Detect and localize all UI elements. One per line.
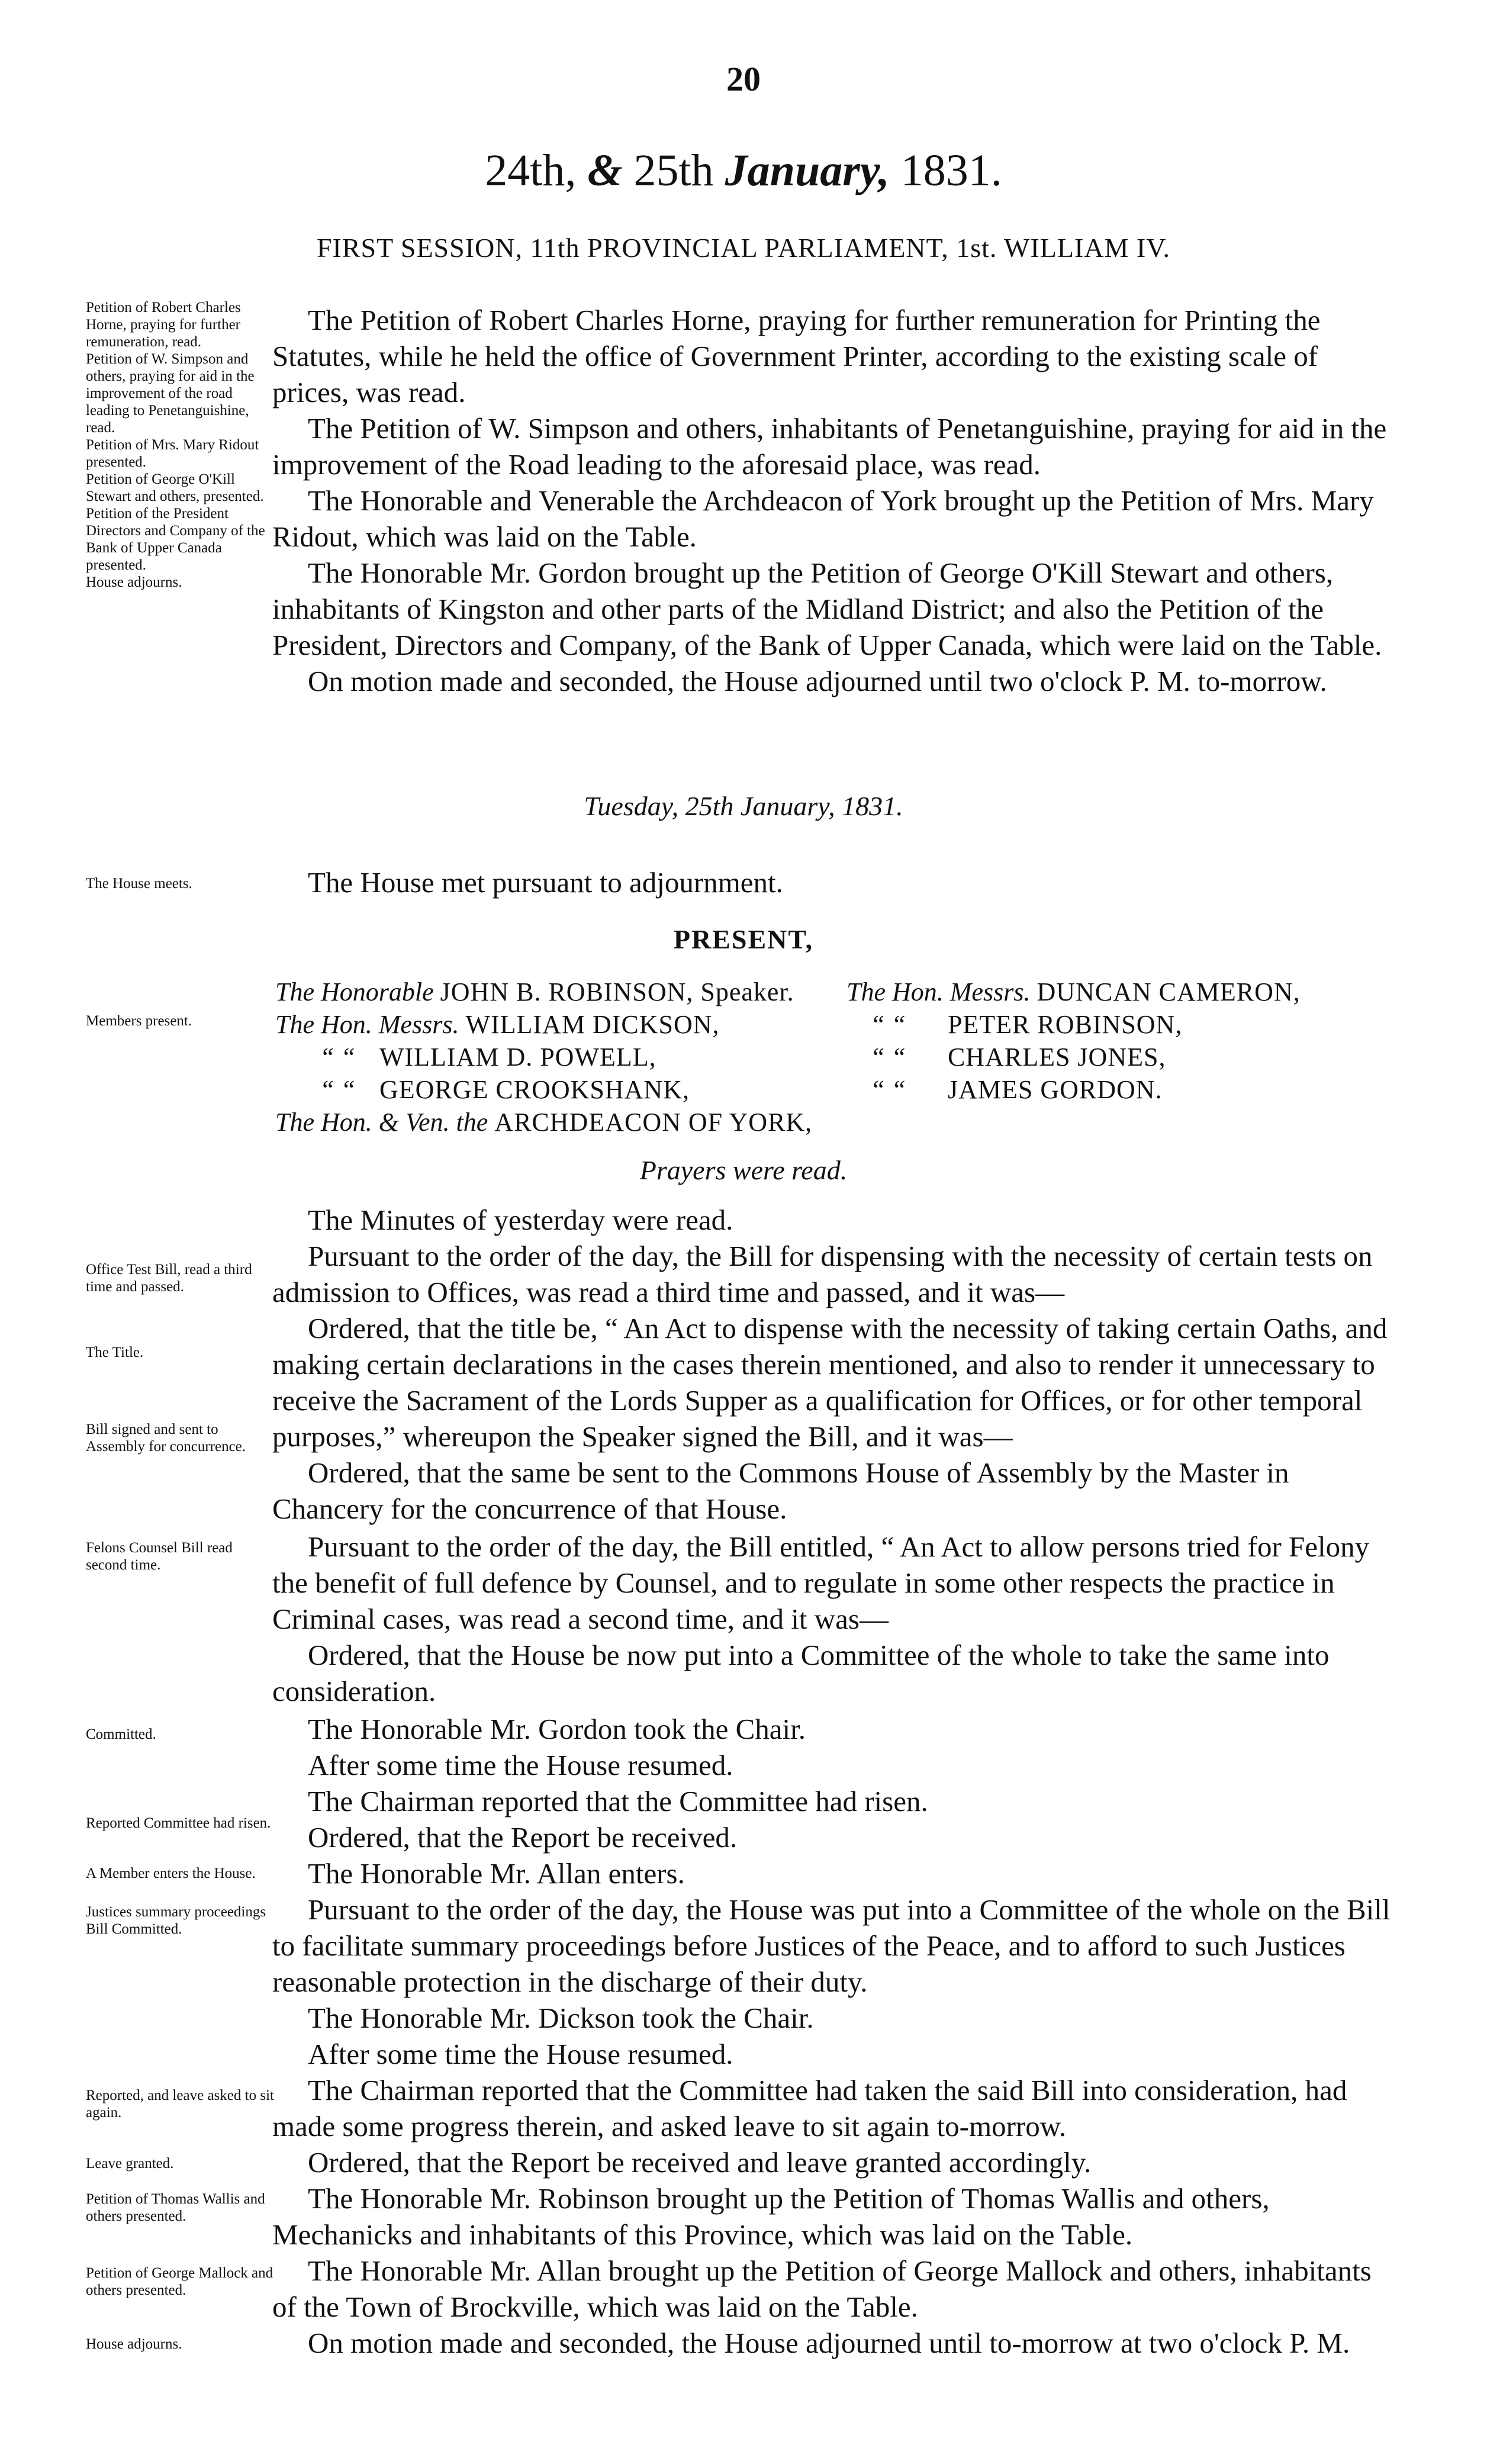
date-conj: &	[587, 146, 623, 195]
paragraph: The Chairman reported that the Committee had risen.	[308, 1785, 928, 1818]
member-row: “ “ CHARLES JONES,	[870, 1043, 1166, 1072]
tuesday-heading: Tuesday, 25th January, 1831.	[584, 791, 903, 821]
date-header	[0, 145, 1487, 197]
paragraph: The Honorable Mr. Robinson brought up the Petition of Thomas Wallis and others, Mechanicks and inhabitants of this Province, which was laid on the Table.	[272, 2182, 1270, 2251]
paragraph: Pursuant to the order of the day, the Bill for dispensing with the necessity of certain tests on admission to Offices, was read a third time and passed, and it was—	[272, 1240, 1373, 1308]
proceedings-text	[272, 1711, 1391, 2361]
section1-text	[272, 302, 1391, 699]
paragraph: The Petition of W. Simpson and others, inhabitants of Penetanguishine, praying for aid in the improvement of the Road leading to the aforesaid place, was read.	[272, 412, 1387, 481]
paragraph: The Honorable Mr. Dickson took the Chair.	[308, 2002, 814, 2034]
member-row: “ “ JAMES GORDON.	[870, 1075, 1163, 1104]
date-part2: 25th	[633, 146, 714, 195]
paragraph: Ordered, that the same be sent to the Commons House of Assembly by the Master in Chancery for the concurrence of that House.	[272, 1456, 1289, 1525]
margin-note: Petition of Robert Charles Horne, praying for further remuneration, read.	[86, 300, 241, 350]
margin-notes-section1	[86, 299, 275, 591]
paragraph: On motion made and seconded, the House adjourned until two o'clock P. M. to-morrow.	[308, 665, 1327, 697]
member-row: “ “ PETER ROBINSON,	[870, 1010, 1183, 1039]
paragraph: After some time the House resumed.	[308, 2038, 733, 2070]
paragraph: Pursuant to the order of the day, the House was put into a Committee of the whole on the Bill to facilitate summary proceedings before Justices of the Peace, and to afford to such Justices reasonable protection in the discharge of their duty.	[272, 1893, 1391, 1998]
margin-note: The House meets.	[86, 876, 192, 892]
margin-note: A Member enters the House.	[86, 1865, 256, 1881]
date-year: 1831.	[900, 146, 1002, 195]
margin-note: House adjourns.	[86, 2336, 182, 2352]
date-part1: 24th,	[485, 146, 577, 195]
margin-note: Petition of George O'Kill Stewart and others, presented.	[86, 471, 264, 504]
margin-note: Reported Committee had risen.	[86, 1815, 271, 1831]
margin-note: Leave granted.	[86, 2156, 174, 2172]
paragraph: The Honorable Mr. Gordon brought up the Petition of George O'Kill Stewart and others, inhabitants of Kingston and other parts of the Midland District; and also the Petition of the President, Directors and Company, of the Bank of Upper Canada, which were laid on the Table.	[272, 557, 1382, 661]
member-row: The Hon. Messrs. DUNCAN CAMERON,	[847, 977, 1301, 1006]
paragraph: The House met pursuant to adjournment.	[308, 866, 783, 899]
margin-note: Committed.	[86, 1726, 156, 1742]
present-heading: PRESENT,	[673, 924, 814, 954]
paragraph: After some time the House resumed.	[308, 1749, 733, 1781]
member-row: The Hon. Messrs. WILLIAM DICKSON,	[275, 1010, 720, 1039]
paragraph: Ordered, that the title be, “ An Act to dispense with the necessity of taking certain Oaths, and making certain declarations in the cases therein mentioned, and also to render it unnecessary to receive the Sacrament of the Lords Supper as a qualification for Offices, or for other temporal purposes,” whereupon the Speaker signed the Bill, and it was—	[272, 1312, 1388, 1453]
paragraph: The Honorable Mr. Allan brought up the Petition of George Mallock and others, inhabitants of the Town of Brockville, which was laid on the Table.	[272, 2254, 1372, 2323]
margin-note: Petition of W. Simpson and others, praying for aid in the improvement of the road leading to Penetanguishine, read.	[86, 351, 255, 436]
prayers-heading: Prayers were read.	[639, 1155, 848, 1185]
member-row: The Hon. & Ven. the ARCHDEACON OF YORK,	[275, 1108, 813, 1137]
margin-note: Members present.	[86, 1013, 192, 1029]
paragraph: The Honorable and Venerable the Archdeacon of York brought up the Petition of Mrs. Mary Ridout, which was laid on the Table.	[272, 484, 1374, 553]
paragraph: The Chairman reported that the Committee had taken the said Bill into consideration, had made some progress therein, and asked leave to sit again to-morrow.	[272, 2074, 1347, 2143]
date-month: January,	[725, 146, 890, 195]
paragraph: Pursuant to the order of the day, the Bill entitled, “ An Act to allow persons tried for Felony the benefit of full defence by Counsel, and to regulate in some other respects the practice in Criminal cases, was read a second time, and it was—	[272, 1530, 1370, 1635]
margin-note: The Title.	[86, 1344, 144, 1360]
paragraph: The Honorable Mr. Gordon took the Chair.	[308, 1713, 806, 1745]
paragraph: Ordered, that the Report be received and leave granted accordingly.	[308, 2146, 1092, 2179]
margin-note: Felons Counsel Bill read second time.	[86, 1540, 233, 1573]
margin-note: Justices summary proceedings Bill Committed.	[86, 1904, 266, 1937]
margin-note: Petition of Thomas Wallis and others presented.	[86, 2191, 265, 2224]
member-row: “ “ GEORGE CROOKSHANK,	[320, 1075, 690, 1104]
page-number: 20	[726, 60, 761, 98]
margin-note: Petition of George Mallock and others presented.	[86, 2265, 273, 2298]
margin-note: Reported, and leave asked to sit again.	[86, 2087, 274, 2121]
felons-text	[272, 1529, 1391, 1709]
margin-note: Bill signed and sent to Assembly for concurrence.	[86, 1421, 246, 1455]
margin-note: Petition of Mrs. Mary Ridout presented.	[86, 437, 259, 470]
member-row: The Honorable JOHN B. ROBINSON, Speaker.	[275, 977, 794, 1006]
margin-note: Petition of the President Directors and Company of the Bank of Upper Canada presented.	[86, 506, 265, 573]
member-row: “ “ WILLIAM D. POWELL,	[320, 1043, 656, 1072]
paragraph: The Honorable Mr. Allan enters.	[308, 1857, 685, 1890]
office-test-text	[272, 1238, 1391, 1527]
paragraph: Ordered, that the Report be received.	[308, 1821, 738, 1854]
margin-note: Office Test Bill, read a third time and passed.	[86, 1262, 252, 1295]
session-line: FIRST SESSION, 11th PROVINCIAL PARLIAMENT, 1st. WILLIAM IV.	[316, 233, 1171, 263]
paragraph: On motion made and seconded, the House adjourned until to-morrow at two o'clock P. M.	[308, 2327, 1350, 2359]
paragraph: The Petition of Robert Charles Horne, praying for further remuneration for Printing the Statutes, while he held the office of Government Printer, according to the existing scale of prices, was read.	[272, 304, 1321, 408]
paragraph: Ordered, that the House be now put into a Committee of the whole to take the same into consideration.	[272, 1639, 1330, 1707]
paragraph: The Minutes of yesterday were read.	[308, 1204, 733, 1236]
margin-note: House adjourns.	[86, 574, 182, 590]
